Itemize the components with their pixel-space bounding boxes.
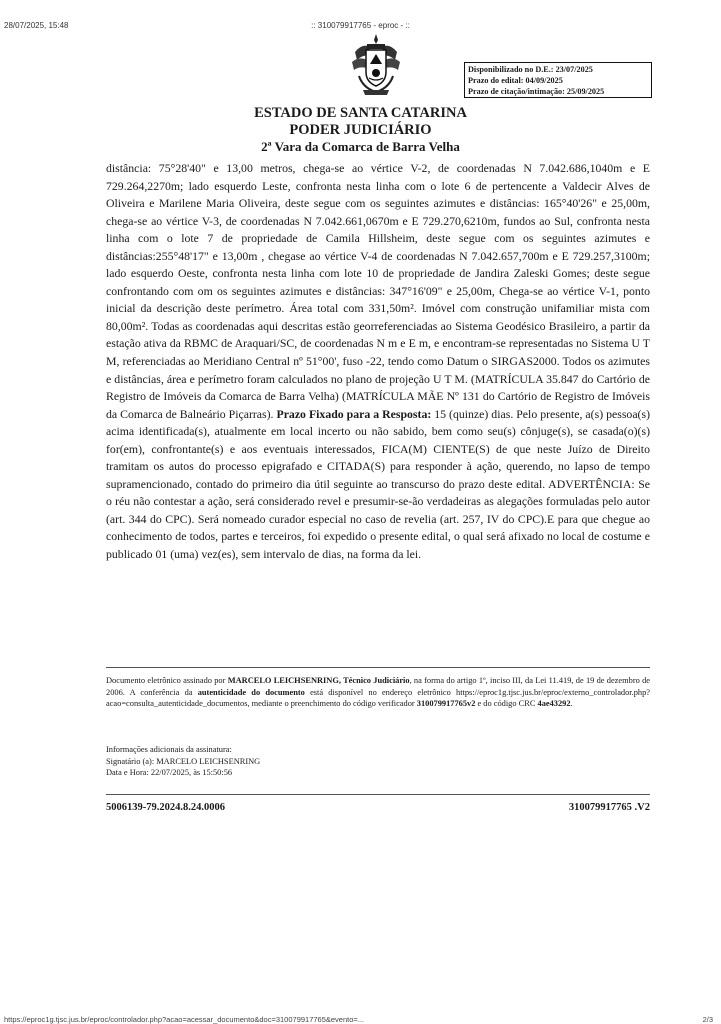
authenticity-label: autenticidade do documento (197, 687, 305, 697)
verifier-code: 310079917765v2 (416, 699, 476, 709)
judiciary-heading: PODER JUDICIÁRIO (289, 122, 432, 138)
signature-info (106, 744, 260, 779)
deadline-value: 15 (quinze) dias. (434, 406, 514, 421)
print-page-title: :: 310079917765 - eproc - :: (311, 21, 410, 30)
browser-print-footer (4, 1015, 717, 1024)
edict-body (106, 160, 650, 564)
process-number: 5006139-79.2024.8.24.0006 (106, 802, 225, 813)
signatory: Signatário (a): MARCELO LEICHSENRING (106, 756, 261, 766)
court-heading: 2ª Vara da Comarca de Barra Velha (261, 139, 460, 154)
publication-info-box (464, 62, 652, 98)
electronic-signature-note: Documento eletrônico assinado por MARCELO LEICHSENRING, Técnico Judiciário, na forma do artigo 1º, inciso III, da Lei 11.419, de 19 de dezembro de 2006. A conferência da autenticidade do documento está disponível no endereço eletrônico https://eproc1g.tjsc.jus.br/eproc/externo_controlador.php?acao=consulta_autenticidade_documentos, mediante o preenchimento do código verificador 310079917765v2 e do código CRC 4ae43292. (106, 676, 650, 709)
state-heading: ESTADO DE SANTA CATARINA (254, 105, 467, 121)
signature-info-title: Informações adicionais da assinatura: (106, 745, 232, 754)
signer-name: MARCELO LEICHSENRING, Técnico Judiciário (227, 676, 410, 685)
print-page-number: 2/3 (702, 1015, 713, 1024)
crc-code: 4ae43292 (537, 699, 571, 709)
citation-text: Pelo presente, a(s) pessoa(s) acima identificada(s), atualmente em local incerto ou não sabido, bem como seu(s) cônjuge(s), se casada(o)(s) for(em), confrontante(s) e aos eventuais interessados, FICA(M) CIENTE(S) de que neste Juízo de Direito tramitam os autos do processo epigrafado e CITADA(S) para responder à ação, querendo, no lapso de tempo supramencionado, contado do primeiro dia útil seguinte ao transcurso do prazo deste edital. ADVERTÊNCIA: Se o réu não contestar a ação, será considerado revel e presumir-se-ão verdadeiras as alegações formuladas pelo autor (art. 344 do CPC). Será nomeado curador especial no caso de revelia (art. 257, IV do CPC).E para que chegue ao conhecimento de todos, partes e terceiros, foi expedido o presente edital, o qual será afixado no local de costume e publicado 01 (uma) vez(es), sem intervalo de dias, na forma da lei. (106, 406, 650, 562)
property-description: distância: 75°28'40" e 13,00 metros, chega-se ao vértice V-2, de coordenadas N 7.042.686,1040m e E 729.264,2270m; lado esquerdo Leste, confronta nesta linha com o lote 6 de pertencente a Valdecir Alves de Oliveira e Marilene Maria Oliveira, deste segue com os seguintes azimutes e distâncias: 165°40'26" e 25,00m, chega-se ao vértice V-3, de coordenadas N 7.042.661,0670m e E 729.270,6210m, fundos ao Sul, confronta nesta linha com o lote 7 de propriedade de Camila Hillsheim, deste segue com os seguintes azimutes e distâncias:255°48'17" e 13,00m , chegase ao vértice V-4 de coordenadas N 7.042.657,700m e E 729.257,3100m; lado esquerdo Oeste, confronta nesta linha com lote 10 de propriedade de Jandira Zaleski Gomes; deste segue confrontando com om os seguintes azimutes e distâncias: 347°16'09" e 25,00m, Chega-se ao vértice V-1, ponto inicial da descrição deste perímetro. Área total com 331,50m². Imóvel com construção unifamiliar mista com 80,00m². Todas as coordenadas aqui descritas estão georreferenciadas ao Sistema Geodésico Brasileiro, a partir da estação ativa da RBMC de Araquari/SC, de coordenadas N m e E m, e encontram-se representadas no Sistema U T M, referenciadas ao Meridiano Central nº 51°00', fuso -22, tendo como Datum o SIRGAS2000. Todos os azimutes e distâncias, área e perímetro foram calculados no plano de projeção U T M. (MATRÍCULA 35.847 do Cartório de Registro de Imóveis da Comarca de Barra Velha) (MATRÍCULA MÃE Nº 131 do Cartório de Registro de Imóveis da Comarca de Balneário Piçarras). (106, 161, 650, 421)
citation-deadline: Prazo de citação/intimação: 25/09/2025 (468, 87, 605, 96)
print-datetime: 28/07/2025, 15:48 (4, 21, 69, 30)
deadline-label: Prazo Fixado para a Resposta: (276, 406, 432, 421)
edict-deadline: Prazo do edital: 04/09/2025 (468, 76, 563, 85)
footer-divider-2 (106, 794, 650, 795)
signature-datetime: Data e Hora: 22/07/2025, às 15:50:56 (106, 768, 233, 778)
publication-date: Disponibilizado no D.E.: 23/07/2025 (468, 65, 593, 74)
footer-divider (106, 667, 650, 668)
print-url: https://eproc1g.tjsc.jus.br/eproc/controlador.php?acao=acessar_documento&doc=310079917765&evento=... (4, 1015, 365, 1024)
document-version: 310079917765 .V2 (568, 802, 650, 813)
browser-print-header (0, 0, 721, 28)
coat-of-arms-icon (349, 32, 403, 98)
